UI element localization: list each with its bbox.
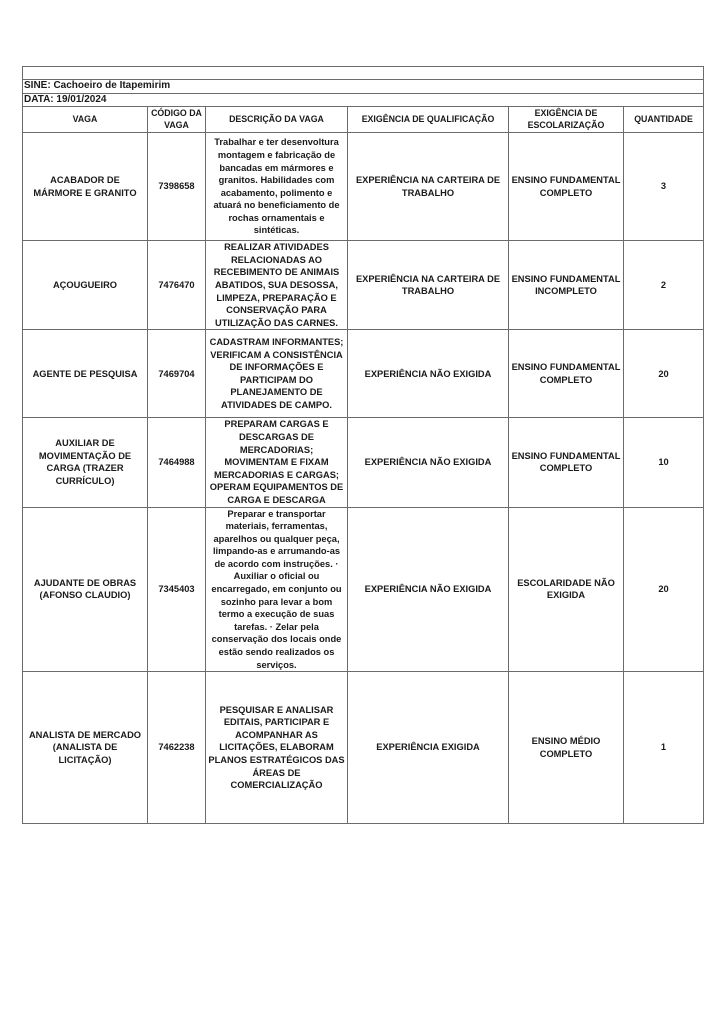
column-header-quantidade: QUANTIDADE (624, 107, 704, 133)
column-header-codigo: CÓDIGO DA VAGA (148, 107, 206, 133)
escolarizacao-cell: ENSINO FUNDAMENTAL INCOMPLETO (509, 241, 624, 330)
column-header-qualificacao: EXIGÊNCIA DE QUALIFICAÇÃO (348, 107, 509, 133)
quantidade-cell: 3 (624, 133, 704, 241)
quantidade-cell: 10 (624, 418, 704, 507)
table-row (23, 330, 704, 418)
qualificacao-cell: EXPERIÊNCIA NÃO EXIGIDA (348, 330, 509, 418)
job-vacancies-table (22, 66, 704, 824)
quantidade-cell: 20 (624, 507, 704, 672)
vaga-cell: AÇOUGUEIRO (23, 241, 148, 330)
column-header-descricao: DESCRIÇÃO DA VAGA (206, 107, 348, 133)
table-row (23, 507, 704, 672)
descricao-cell: PESQUISAR E ANALISAR EDITAIS, PARTICIPAR E ACOMPANHAR AS LICITAÇÕES, ELABORAM PLANOS ESTRATÉGICOS DAS ÁREAS DE COMERCIALIZAÇÃO (206, 672, 348, 824)
vaga-cell: AJUDANTE DE OBRAS (AFONSO CLAUDIO) (23, 507, 148, 672)
codigo-cell: 7345403 (148, 507, 206, 672)
codigo-cell: 7476470 (148, 241, 206, 330)
descricao-cell: CADASTRAM INFORMANTES; VERIFICAM A CONSISTÊNCIA DE INFORMAÇÕES E PARTICIPAM DO PLANEJAMENTO DE ATIVIDADES DE CAMPO. (206, 330, 348, 418)
table-row (23, 418, 704, 507)
codigo-cell: 7464988 (148, 418, 206, 507)
escolarizacao-cell: ENSINO FUNDAMENTAL COMPLETO (509, 133, 624, 241)
qualificacao-cell: EXPERIÊNCIA EXIGIDA (348, 672, 509, 824)
blank-header-row (23, 67, 704, 80)
column-header-row (23, 107, 704, 133)
sine-location-row (23, 80, 704, 94)
column-header-escolarizacao: EXIGÊNCIA DE ESCOLARIZAÇÃO (509, 107, 624, 133)
vaga-cell: AGENTE DE PESQUISA (23, 330, 148, 418)
table-row (23, 672, 704, 824)
qualificacao-cell: EXPERIÊNCIA NÃO EXIGIDA (348, 507, 509, 672)
vaga-cell: ACABADOR DE MÁRMORE E GRANITO (23, 133, 148, 241)
descricao-cell: Trabalhar e ter desenvoltura montagem e fabricação de bancadas em mármores e granitos. Habilidades com acabamento, polimento e atuará no beneficiamento de rochas ornamentais e sintéticas. (206, 133, 348, 241)
column-header-vaga: VAGA (23, 107, 148, 133)
blank-cell (23, 67, 704, 80)
quantidade-cell: 20 (624, 330, 704, 418)
descricao-cell: Preparar e transportar materiais, ferramentas, aparelhos ou qualquer peça, limpando-as e arrumando-as de acordo com instruções. · Auxiliar o oficial ou encarregado, em conjunto ou sozinho para levar a bom termo a execução de suas tarefas. · Zelar pela conservação dos locais onde estão sendo realizados os serviços. (206, 507, 348, 672)
qualificacao-cell: EXPERIÊNCIA NÃO EXIGIDA (348, 418, 509, 507)
qualificacao-cell: EXPERIÊNCIA NA CARTEIRA DE TRABALHO (348, 133, 509, 241)
document-date: DATA: 19/01/2024 (23, 93, 704, 107)
descricao-cell: REALIZAR ATIVIDADES RELACIONADAS AO RECEBIMENTO DE ANIMAIS ABATIDOS, SUA DESOSSA, LIMPEZA, PREPARAÇÃO E CONSERVAÇÃO PARA UTILIZAÇÃO DAS CARNES. (206, 241, 348, 330)
table-row (23, 133, 704, 241)
codigo-cell: 7469704 (148, 330, 206, 418)
escolarizacao-cell: ESCOLARIDADE NÃO EXIGIDA (509, 507, 624, 672)
escolarizacao-cell: ENSINO MÉDIO COMPLETO (509, 672, 624, 824)
vaga-cell: AUXILIAR DE MOVIMENTAÇÃO DE CARGA (TRAZER CURRÍCULO) (23, 418, 148, 507)
codigo-cell: 7462238 (148, 672, 206, 824)
qualificacao-cell: EXPERIÊNCIA NA CARTEIRA DE TRABALHO (348, 241, 509, 330)
date-row (23, 93, 704, 107)
codigo-cell: 7398658 (148, 133, 206, 241)
escolarizacao-cell: ENSINO FUNDAMENTAL COMPLETO (509, 330, 624, 418)
descricao-cell: PREPARAM CARGAS E DESCARGAS DE MERCADORIAS; MOVIMENTAM E FIXAM MERCADORIAS E CARGAS; OPERAM EQUIPAMENTOS DE CARGA E DESCARGA (206, 418, 348, 507)
table-row (23, 241, 704, 330)
sine-location: SINE: Cachoeiro de Itapemirim (23, 80, 704, 94)
escolarizacao-cell: ENSINO FUNDAMENTAL COMPLETO (509, 418, 624, 507)
quantidade-cell: 1 (624, 672, 704, 824)
quantidade-cell: 2 (624, 241, 704, 330)
vaga-cell: ANALISTA DE MERCADO (ANALISTA DE LICITAÇÃO) (23, 672, 148, 824)
